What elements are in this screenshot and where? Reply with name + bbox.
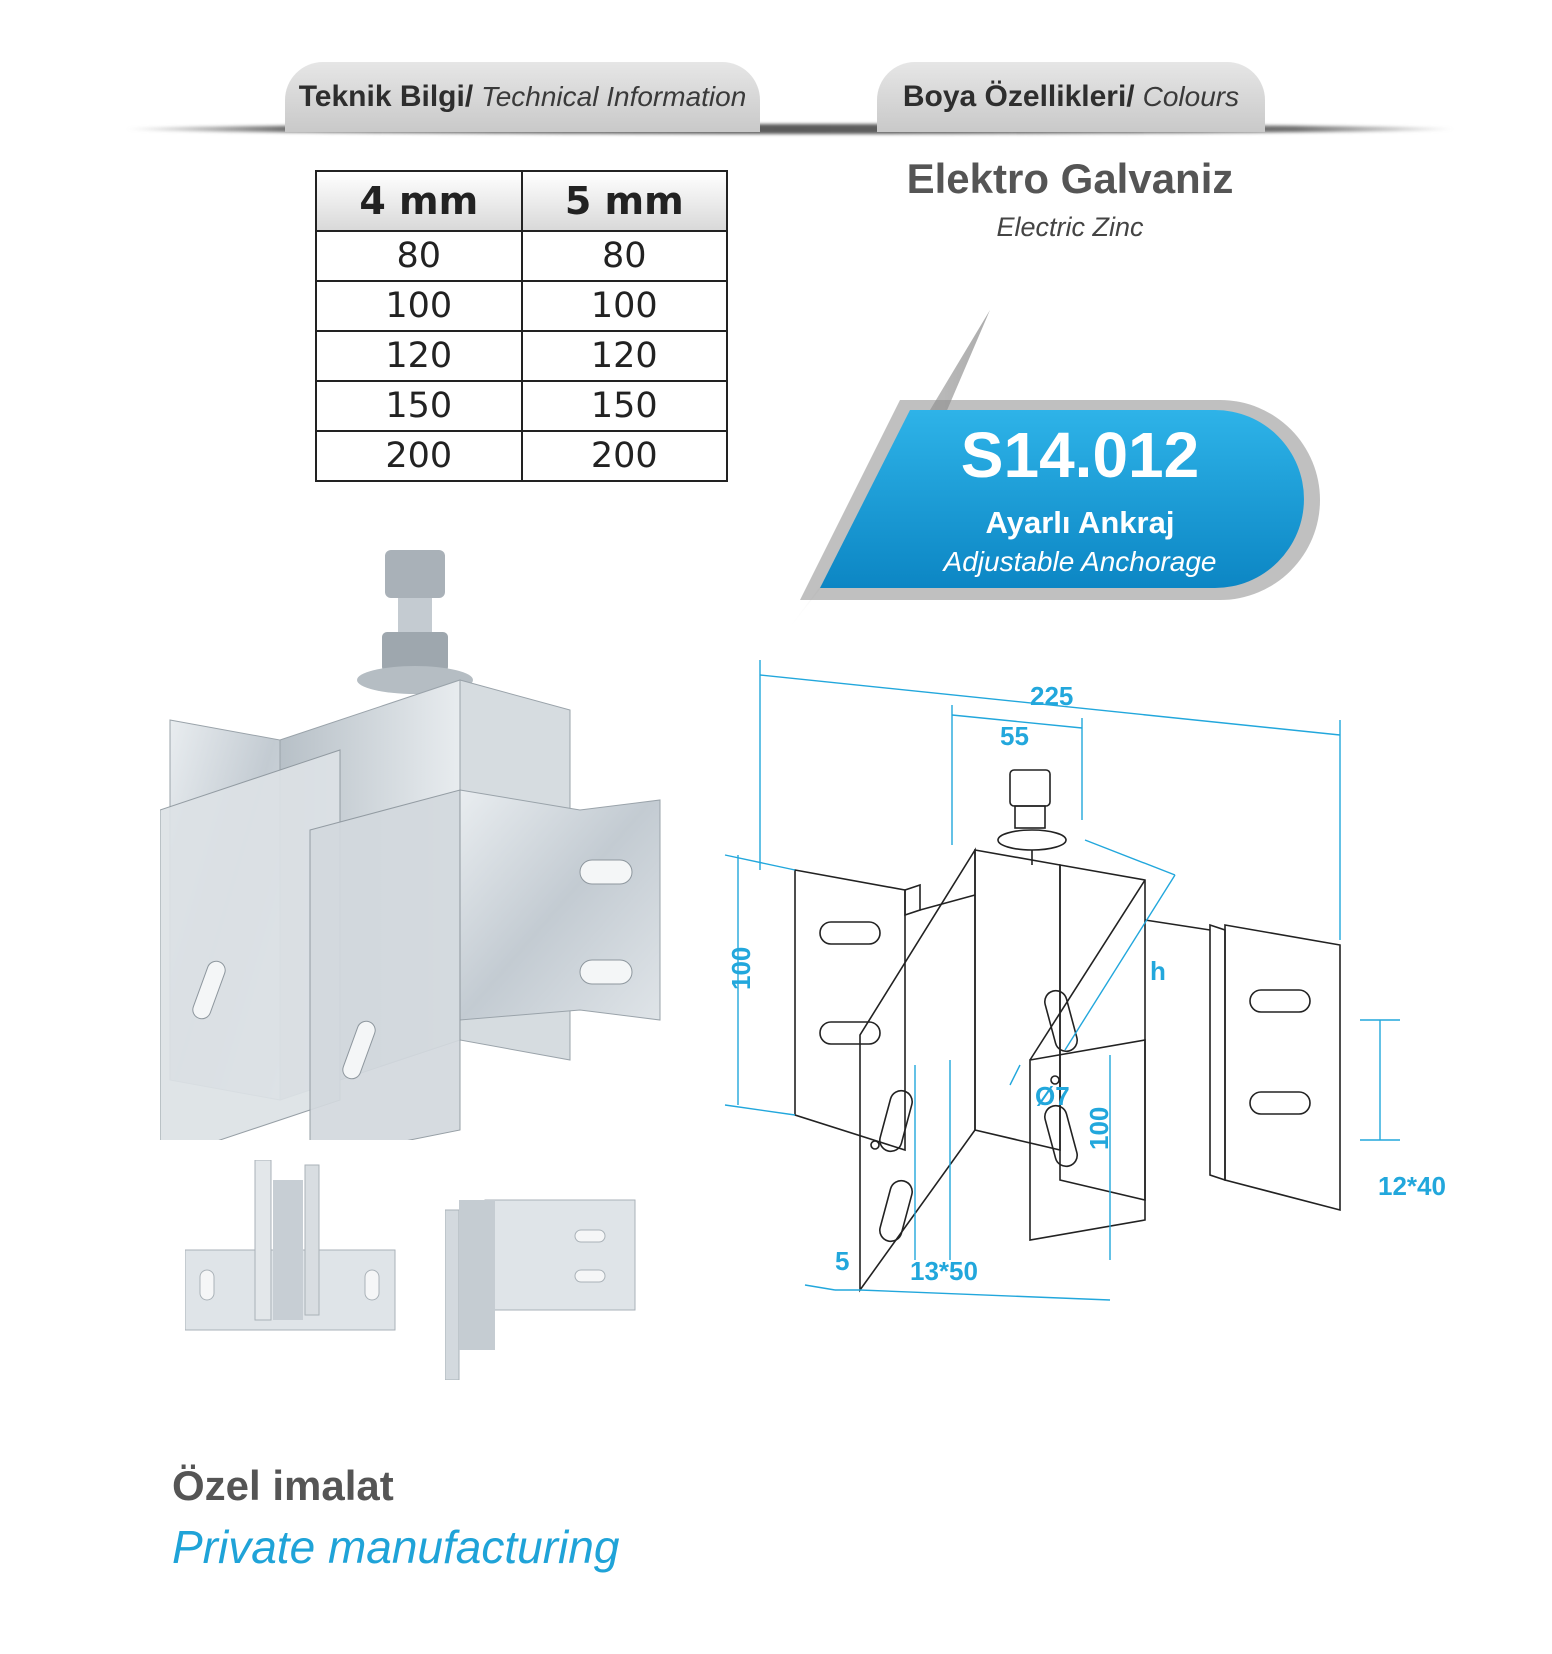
table-cell: 200 <box>522 431 728 481</box>
tab-technical-tr: Teknik Bilgi/ <box>298 80 474 113</box>
dim-front-height: 100 <box>1084 1106 1114 1150</box>
table-row <box>316 231 727 281</box>
dim-thickness: 5 <box>835 1246 850 1276</box>
table-cell: 150 <box>522 381 728 431</box>
back-plate-right <box>460 790 660 1020</box>
finish-title: Elektro Galvaniz <box>906 155 1234 202</box>
product-name-tr: Ayarlı Ankraj <box>985 505 1175 540</box>
tab-technical-en: Technical Information <box>481 81 747 112</box>
slot-hole <box>575 1270 605 1282</box>
table-row <box>316 381 727 431</box>
dim-hole-diameter: Ø7 <box>1035 1081 1070 1111</box>
product-code: S14.012 <box>960 419 1200 491</box>
slot-hole <box>580 860 632 884</box>
tab-technical-information <box>285 62 760 132</box>
dimension-lines <box>725 660 1400 1300</box>
dim-depth: h <box>1150 956 1166 986</box>
slot-hole <box>575 1230 605 1242</box>
dimension-labels <box>726 681 1446 1286</box>
spec-col-4mm: 4 mm <box>316 171 522 231</box>
bolt-head <box>385 550 445 598</box>
technical-drawing <box>720 660 1460 1310</box>
table-cell: 80 <box>316 231 522 281</box>
table-cell: 80 <box>522 231 728 281</box>
dim-slot-large: 12*40 <box>1378 1171 1446 1201</box>
table-cell: 200 <box>316 431 522 481</box>
table-cell: 100 <box>316 281 522 331</box>
small-flange <box>445 1210 459 1380</box>
footer-note-en: Private manufacturing <box>172 1521 620 1573</box>
slot-hole <box>365 1270 379 1300</box>
table-cell: 120 <box>316 331 522 381</box>
small-flange <box>305 1165 319 1315</box>
tab-colours-tr: Boya Özellikleri/ <box>902 80 1135 113</box>
product-name-en: Adjustable Anchorage <box>943 546 1217 577</box>
tab-colours <box>877 62 1265 132</box>
product-photo-small-side <box>445 1180 645 1380</box>
tab-colours-en: Colours <box>1142 81 1240 112</box>
small-plate <box>485 1200 635 1310</box>
table-cell: 150 <box>316 381 522 431</box>
dim-slot-small: 13*50 <box>910 1256 978 1286</box>
table-cell: 100 <box>522 281 728 331</box>
front-flange-right <box>310 790 460 1140</box>
small-bolt <box>273 1180 303 1320</box>
footer-note-tr: Özel imalat <box>172 1462 394 1509</box>
table-row <box>316 281 727 331</box>
small-bolt <box>459 1200 495 1350</box>
table-row <box>316 331 727 381</box>
small-flange <box>255 1160 271 1320</box>
slot-hole <box>200 1270 214 1300</box>
slot-hole <box>580 960 632 984</box>
table-row <box>316 431 727 481</box>
spec-table-header-row <box>316 171 727 231</box>
spec-col-5mm: 5 mm <box>522 171 728 231</box>
table-cell: 120 <box>522 331 728 381</box>
dim-left-height: 100 <box>726 946 756 990</box>
product-photo-small-front <box>185 1160 405 1370</box>
finish-subtitle: Electric Zinc <box>996 212 1144 242</box>
dim-overall-width: 225 <box>1030 681 1074 711</box>
spec-table <box>315 170 728 482</box>
dim-channel-width: 55 <box>1000 721 1029 751</box>
product-photo-main <box>160 540 720 1140</box>
drawing-linework <box>795 770 1340 1290</box>
